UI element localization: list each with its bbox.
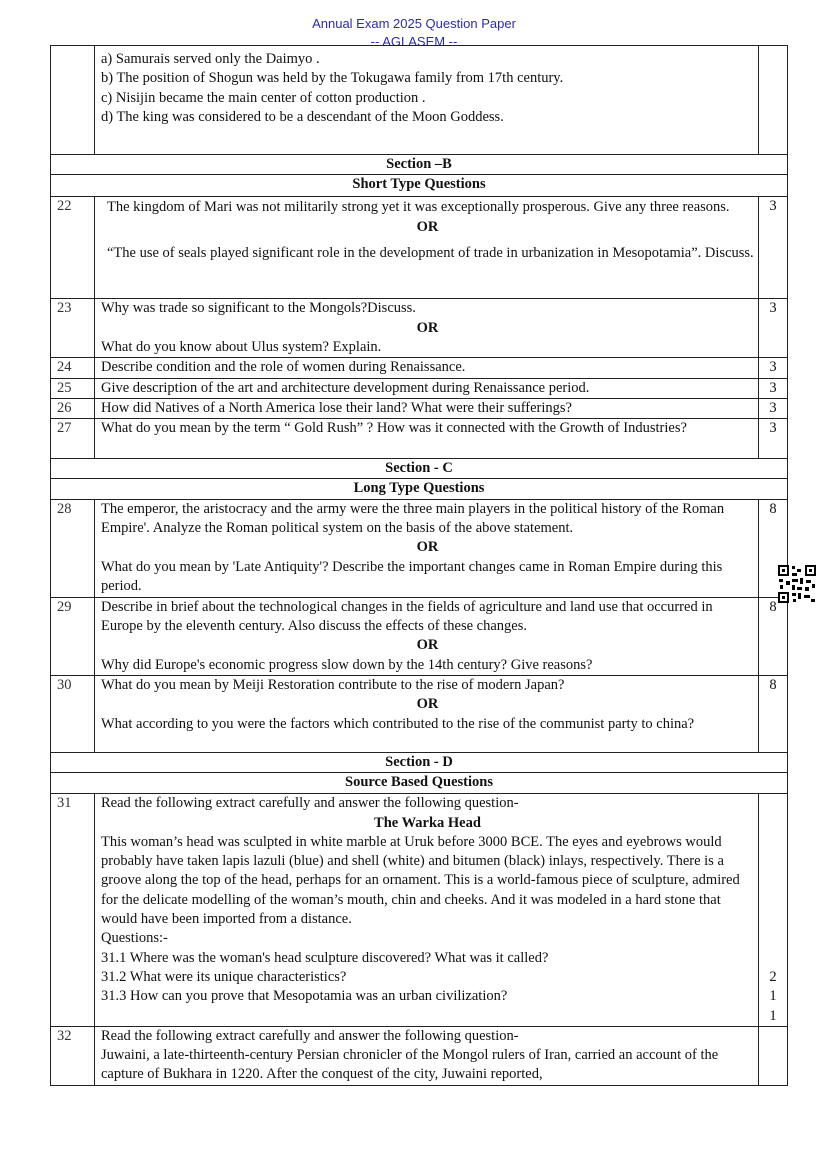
section-header-row (51, 459, 788, 479)
header-title: Annual Exam 2025 Question Paper (312, 16, 516, 31)
marks-value: 1 (769, 1007, 777, 1024)
marks-cell (759, 378, 788, 398)
marks-value: 3 (769, 379, 777, 396)
marks-value: 2 (769, 968, 777, 985)
section-title: Section - C (51, 459, 788, 479)
marks-value: 3 (769, 300, 777, 317)
question-text (95, 675, 759, 752)
question-line: Why did Europe's economic progress slow down by the 14th century? Give reasons? (101, 656, 593, 673)
question-row (51, 794, 788, 1027)
question-text (95, 378, 759, 398)
header-subtitle: -- AGLASEM -- (370, 34, 458, 49)
question-number: 30 (51, 675, 95, 752)
question-text (95, 46, 759, 155)
question-line: What according to you were the factors which contributed to the rise of the communist party to china? (101, 715, 695, 732)
marks-value (759, 891, 787, 910)
question-number: 27 (51, 419, 95, 459)
question-line: Describe condition and the role of women during Renaissance. (101, 359, 466, 376)
marks-value: 3 (769, 359, 777, 376)
marks-cell (759, 299, 788, 358)
marks-cell (759, 358, 788, 378)
section-header-row (51, 155, 788, 175)
section-header-row (51, 773, 788, 794)
marks-cell (759, 398, 788, 418)
question-text (95, 299, 759, 358)
marks-value: 3 (769, 198, 777, 215)
question-text (95, 794, 759, 1027)
question-line: Questions:- (101, 930, 168, 947)
question-line: Read the following extract carefully and answer the following question- (101, 1027, 519, 1044)
question-line: d) The king was considered to be a descendant of the Moon Goddess. (101, 108, 504, 125)
extract-title: The Warka Head (374, 814, 481, 831)
question-text (95, 597, 759, 675)
or-separator: OR (416, 696, 439, 713)
question-line: a) Samurais served only the Daimyo . (101, 51, 320, 67)
question-number: 24 (51, 358, 95, 378)
question-row (51, 46, 788, 155)
marks-cell (759, 46, 788, 155)
question-text (95, 197, 759, 299)
question-line: Why was trade so significant to the Mongols?Discuss. (101, 300, 416, 317)
marks-value (759, 929, 787, 948)
question-line: What do you mean by the term “ Gold Rush” ? How was it connected with the Growth of Industries? (101, 420, 687, 437)
question-line: 31.3 How can you prove that Mesopotamia was an urban civilization? (101, 988, 508, 1005)
question-row (51, 378, 788, 398)
question-row (51, 1026, 788, 1085)
marks-cell (759, 197, 788, 299)
question-row (51, 398, 788, 418)
question-line: “The use of seals played significant role in the development of trade in urbanization in Mesopotamia”. Discuss. (107, 244, 754, 261)
marks-cell (759, 597, 788, 675)
section-header-row (51, 479, 788, 499)
question-line: The emperor, the aristocracy and the army were the three main players in the political history of the Roman Empire'. Analyze the Roman political system on the basis of the above statement. (101, 500, 725, 537)
question-line: What do you know about Ulus system? Explain. (101, 338, 382, 355)
question-number: 23 (51, 299, 95, 358)
question-line: Read the following extract carefully and answer the following question- (101, 795, 519, 812)
question-line: 31.2 What were its unique characteristics? (101, 968, 347, 985)
question-line: 31.1 Where was the woman's head sculpture discovered? What was it called? (101, 949, 549, 966)
question-number: 32 (51, 1026, 95, 1085)
marks-cell (759, 1026, 788, 1085)
marks-value: 8 (769, 676, 777, 693)
question-line: Give description of the art and architecture development during Renaissance period. (101, 379, 590, 396)
question-number: 22 (51, 197, 95, 299)
question-line: This woman’s head was sculpted in white marble at Uruk before 3000 BCE. The eyes and eyebrows would probably have taken lapis lazuli (blue) and shell (white) and bitumen (black) inlays, respectively. There is a groove along the top of the head, perhaps for an ornament. This is a world-famous piece of sculpture, admired for the delicate modelling of the woman’s mouth, chin and cheeks. And it was modeled in a hard stone that would have been imported from a distance. (101, 833, 740, 928)
question-text (95, 358, 759, 378)
or-separator: OR (416, 637, 439, 654)
question-number: 28 (51, 499, 95, 597)
marks-value (759, 833, 787, 852)
marks-value (759, 910, 787, 929)
question-number (51, 46, 95, 155)
section-title: Section –B (51, 155, 788, 175)
marks-value: 3 (769, 420, 777, 437)
question-text (95, 499, 759, 597)
question-row (51, 499, 788, 597)
question-line: b) The position of Shogun was held by the Tokugawa family from 17th century. (101, 70, 564, 87)
question-text (95, 419, 759, 459)
question-line: What do you mean by 'Late Antiquity'? Describe the important changes came in Roman Empire during this period. (101, 558, 723, 594)
question-table (50, 45, 788, 1086)
question-row (51, 675, 788, 752)
marks-value (759, 852, 787, 871)
marks-value (759, 814, 787, 833)
section-title: Short Type Questions (51, 175, 788, 197)
or-separator: OR (416, 319, 439, 336)
marks-value (759, 871, 787, 890)
marks-cell (759, 419, 788, 459)
question-line: What do you mean by Meiji Restoration contribute to the rise of modern Japan? (101, 676, 565, 693)
section-title: Source Based Questions (51, 773, 788, 794)
question-line: c) Nisijin became the main center of cotton production . (101, 89, 426, 106)
question-row (51, 299, 788, 358)
question-row (51, 197, 788, 299)
section-title: Long Type Questions (51, 479, 788, 499)
marks-cell (759, 794, 788, 1027)
section-header-row (51, 175, 788, 197)
question-line: How did Natives of a North America lose their land? What were their sufferings? (101, 399, 572, 416)
question-row (51, 597, 788, 675)
qr-code-icon (778, 565, 816, 603)
marks-value: 3 (769, 399, 777, 416)
question-text (95, 398, 759, 418)
or-separator: OR (416, 218, 439, 235)
marks-value (759, 794, 787, 813)
question-row (51, 419, 788, 459)
question-number: 31 (51, 794, 95, 1027)
question-line: Describe in brief about the technological changes in the fields of agriculture and land use that occurred in Europe by the eleventh century. Also discuss the effects of these changes. (101, 598, 713, 635)
marks-value: 1 (769, 988, 777, 1005)
question-number: 25 (51, 378, 95, 398)
section-title: Section - D (51, 752, 788, 772)
question-number: 29 (51, 597, 95, 675)
question-line: Juwaini, a late-thirteenth-century Persian chronicler of the Mongol rulers of Iran, carried an account of the capture of Bukhara in 1220. After the conquest of the city, Juwaini reported, (101, 1047, 719, 1083)
question-text (95, 1026, 759, 1085)
marks-cell (759, 675, 788, 752)
marks-value: 8 (769, 500, 777, 517)
question-number: 26 (51, 398, 95, 418)
section-header-row (51, 752, 788, 772)
or-separator: OR (416, 539, 439, 556)
question-row (51, 358, 788, 378)
marks-value: 8 (769, 598, 777, 615)
question-line: The kingdom of Mari was not militarily strong yet it was exceptionally prosperous. Give any three reasons. (107, 199, 730, 216)
marks-value (759, 949, 787, 968)
